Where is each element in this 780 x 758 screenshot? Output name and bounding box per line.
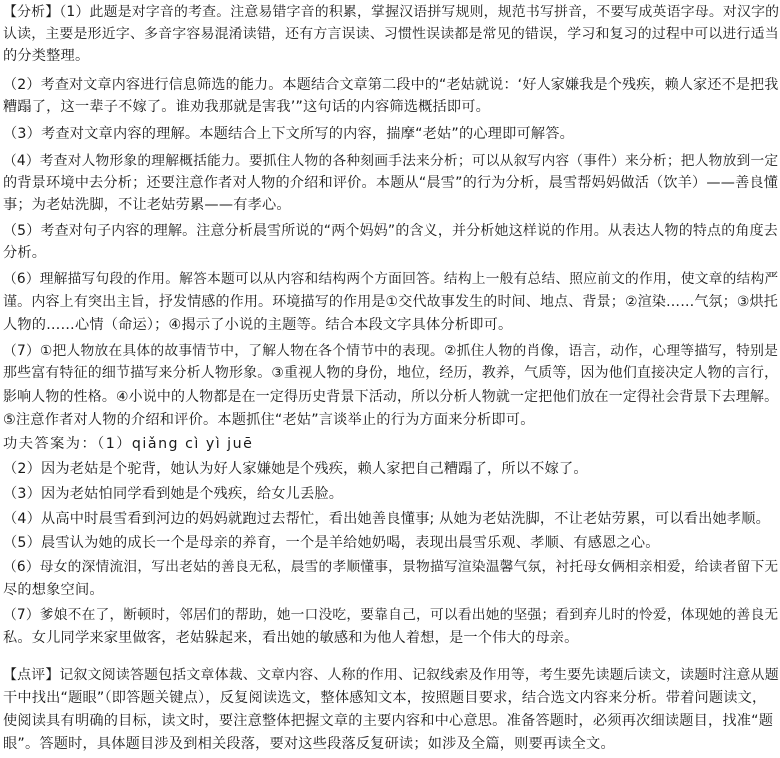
analysis-line: 认读，主要是形近字、多音字容易混淆读错，还有方言误读、习惯性误读都是常见的错误，学习和复习的过程中可以进行适当 <box>3 26 779 42</box>
analysis-line: （5）考查对句子内容的理解。注意分析晨雪所说的“两个妈妈”的含义，并分析她这样说的作用。从表达人物的特点的角度去 <box>3 223 778 239</box>
analysis-line: ⑤注意作者对人物的介绍和评价。本题抓住“老姑”言谈举止的行为方面来分析即可。 <box>3 412 535 428</box>
analysis-line: 的分类整理。 <box>3 48 90 64</box>
analysis-line: 的背景环境中去分析；还要注意作者对人物的介绍和评价。本题从“晨雪”的行为分析，晨雪帮妈妈做活（饮羊）——善良懂 <box>3 175 779 191</box>
comment-line: 【点评】记叙文阅读答题包括文章体裁、文章内容、人称的作用、记叙线索及作用等，考生要先读题后读文，读题时注意从题 <box>3 667 779 683</box>
analysis-line: 分析。 <box>3 245 47 261</box>
answer-line: （6）母女的深情流泪，写出老姑的善良无私，晨雪的孝顺懂事，景物描写渲染温馨气氛，衬托母女俩相亲相爱，给读者留下无 <box>3 559 779 575</box>
analysis-line: （6）理解描写句段的作用。解答本题可以从内容和结构两个方面回答。结构上一般有总结、照应前文的作用，使文章的结构严 <box>3 271 779 287</box>
answer-line: 尽的想象空间。 <box>3 582 104 598</box>
comment-line: 眼”。答题时，具体题目涉及到相关段落，要对这些段落反复研读；如涉及全篇，则要再读全文。 <box>3 736 615 752</box>
answer-line: （2）因为老姑是个驼背，她认为好人家嫌她是个残疾，赖人家把自己糟蹋了，所以不嫁了。 <box>3 461 588 477</box>
analysis-line: 影响人物的性格。④小说中的人物都是在一定得历史背景下活动，所以分析人物就一定把他们放在一定得社会背景下去理解。 <box>3 389 779 405</box>
answer-heading-line: 功夫答案为：（1）qiǎng cì yì juē <box>3 436 254 452</box>
comment-line: 干中找出“题眼”（即答题关键点），反复阅读选文，整体感知文本，按照题目要求，结合选文内容来分析。带着问题读文， <box>3 690 767 706</box>
analysis-line: 人物的……心情（命运）；④揭示了小说的主题等。结合本段文字具体分析即可。 <box>3 317 513 333</box>
answer-line: 私。女儿同学来家里做客，老姑躲起来，看出她的敏感和为他人着想，是一个伟大的母亲。 <box>3 630 579 646</box>
analysis-line: 事；为老姑洗脚，不让老姑劳累——有孝心。 <box>3 197 291 213</box>
analysis-line: （7）①把人物放在具体的故事情节中，了解人物在各个情节中的表现。②抓住人物的肖像，语言，动作，心理等描写，特别是 <box>3 343 779 359</box>
analysis-line: 【分析】（1）此题是对字音的考查。注意易错字音的积累，掌握汉语拼写规则，规范书写拼音，不要写成英语字母。对汉字的 <box>3 4 780 20</box>
answer-line: （3）因为老姑怕同学看到她是个残疾，给女儿丢脸。 <box>3 486 344 502</box>
analysis-line: 那些富有特征的细节描写来分析人物形象。③重视人物的身份，地位，经历，教养，气质等，因为他们直接决定人物的言行， <box>3 365 779 381</box>
analysis-line: （3）考查对文章内容的理解。本题结合上下文所写的内容，揣摩“老姑”的心理即可解答。 <box>3 126 575 142</box>
analysis-line: （4）考查对人物形象的理解概括能力。要抓住人物的各种刻画手法来分析；可以从叙写内容（事件）来分析；把人物放到一定 <box>3 153 779 169</box>
analysis-line: （2）考查对文章内容进行信息筛选的能力。本题结合文章第二段中的“老姑就说：‘好人家嫌我是个残疾，赖人家还不是把我 <box>3 77 779 93</box>
comment-line: 使阅读具有明确的目标，读文时，要注意整体把握文章的主要内容和中心意思。准备答题时，必须再次细读题目，找准“题 <box>3 713 774 729</box>
answer-line: （5）晨雪认为她的成长一个是母亲的养育，一个是羊给她奶喝，表现出晨雪乐观、孝顺、有感恩之心。 <box>3 535 660 551</box>
answer-line: （7）爹娘不在了，断顿时，邻居们的帮助，她一口没吃，要靠自己，可以看出她的坚强；看到弃儿时的怜爱，体现她的善良无 <box>3 607 779 623</box>
answer-line: （4）从高中时晨雪看到河边的妈妈就跑过去帮忙，看出她善良懂事; 从她为老姑洗脚，不让老姑劳累，可以看出她孝顺。 <box>3 511 771 527</box>
analysis-line: 谨。内容上有突出主旨，抒发情感的作用。环境描写的作用是①交代故事发生的时间、地点、背景；②渲染……气氛；③烘托 <box>3 294 778 310</box>
analysis-line: 糟蹋了，这一辈子不嫁了。谁劝我那就是害我’”这句话的内容筛选概括即可。 <box>3 99 491 115</box>
